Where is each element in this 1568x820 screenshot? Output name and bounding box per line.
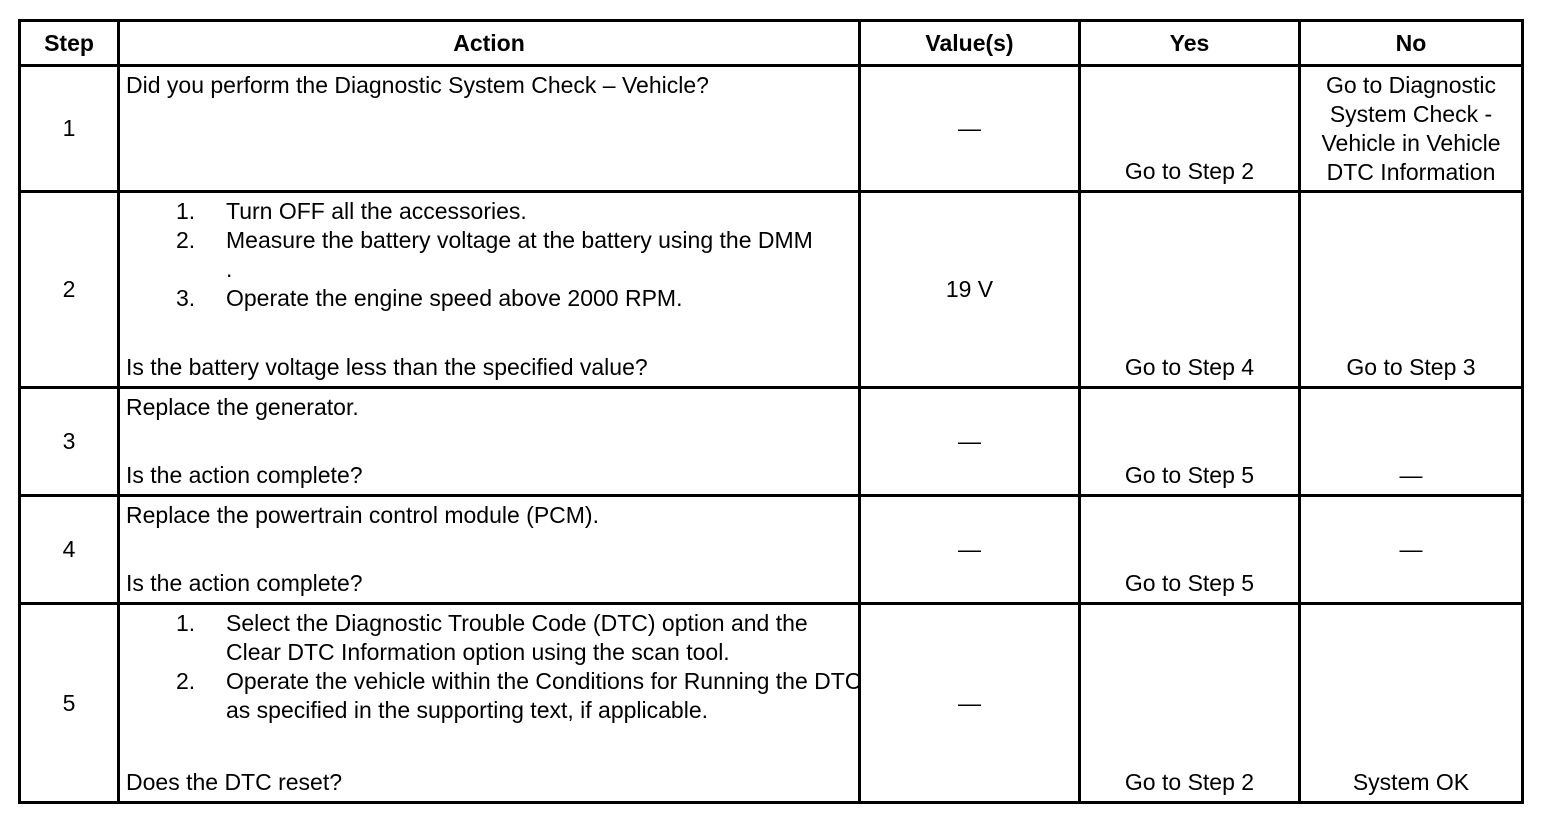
no-text: System OK	[1352, 769, 1470, 795]
yes-text: Go to Step 5	[1124, 462, 1255, 488]
table-row	[20, 388, 1523, 496]
step-number: 1	[20, 66, 119, 192]
yes-cell	[1080, 192, 1300, 388]
substep-number: 2.	[176, 668, 196, 694]
value-cell: —	[860, 604, 1080, 803]
table-row	[20, 604, 1523, 803]
action-cell	[119, 496, 860, 604]
substep-text: Measure the battery voltage at the battery using the DMM .	[226, 227, 813, 282]
no-cell	[1300, 66, 1523, 192]
action-question: Is the action complete?	[126, 462, 363, 488]
yes-cell	[1080, 604, 1300, 803]
action-cell	[119, 192, 860, 388]
no-cell: —	[1300, 496, 1523, 604]
header-row	[20, 21, 1523, 66]
value-cell: 19 V	[860, 192, 1080, 388]
substep	[126, 667, 866, 725]
header-values: Value(s)	[860, 21, 1080, 66]
substep-text: Select the Diagnostic Trouble Code (DTC) option and the Clear DTC Information option using the scan tool.	[226, 610, 808, 665]
no-text: —	[1399, 462, 1423, 488]
action-cell	[119, 66, 860, 192]
action-cell	[119, 388, 860, 496]
header-action: Action	[119, 21, 860, 66]
step-number: 4	[20, 496, 119, 604]
action-text: Replace the generator.	[126, 394, 359, 420]
step-number: 3	[20, 388, 119, 496]
substep-text: Operate the engine speed above 2000 RPM.	[226, 285, 683, 311]
no-cell	[1300, 604, 1523, 803]
value-cell: —	[860, 66, 1080, 192]
step-number: 5	[20, 604, 119, 803]
substep	[126, 197, 852, 226]
substep-text: Turn OFF all the accessories.	[226, 198, 527, 224]
substep	[126, 226, 816, 284]
action-question: Does the DTC reset?	[126, 769, 343, 795]
diagnostic-table	[18, 19, 1524, 804]
action-question: Is the battery voltage less than the specified value?	[126, 354, 648, 380]
action-question: Is the action complete?	[126, 570, 363, 596]
yes-cell	[1080, 496, 1300, 604]
action-text: Did you perform the Diagnostic System Check – Vehicle?	[126, 72, 709, 98]
substep	[126, 609, 866, 667]
action-text: Replace the powertrain control module (PCM).	[126, 502, 599, 528]
value-cell: —	[860, 388, 1080, 496]
yes-text: Go to Step 5	[1124, 570, 1255, 596]
substep-list	[126, 197, 852, 313]
yes-cell	[1080, 66, 1300, 192]
table-row	[20, 192, 1523, 388]
no-cell	[1300, 192, 1523, 388]
table-row	[20, 66, 1523, 192]
header-yes: Yes	[1080, 21, 1300, 66]
substep-number: 2.	[176, 227, 196, 253]
value-cell: —	[860, 496, 1080, 604]
table-row	[20, 496, 1523, 604]
yes-text: Go to Step 2	[1124, 158, 1255, 184]
substep-number: 1.	[176, 610, 196, 636]
yes-text: Go to Step 4	[1124, 354, 1255, 380]
substep-number: 3.	[176, 285, 196, 311]
no-cell	[1300, 388, 1523, 496]
action-cell	[119, 604, 860, 803]
substep-list	[126, 609, 862, 725]
no-text: Go to Diagnostic System Check - Vehicle in Vehicle DTC Information	[1321, 71, 1501, 185]
substep	[126, 284, 852, 313]
header-step: Step	[20, 21, 119, 66]
substep-number: 1.	[176, 198, 196, 224]
no-text: Go to Step 3	[1346, 354, 1476, 380]
step-number: 2	[20, 192, 119, 388]
substep-text: Operate the vehicle within the Conditions for Running the DTC as specified in the supporting text, if applicable.	[226, 668, 862, 723]
header-no: No	[1300, 21, 1523, 66]
yes-text: Go to Step 2	[1124, 769, 1255, 795]
yes-cell	[1080, 388, 1300, 496]
